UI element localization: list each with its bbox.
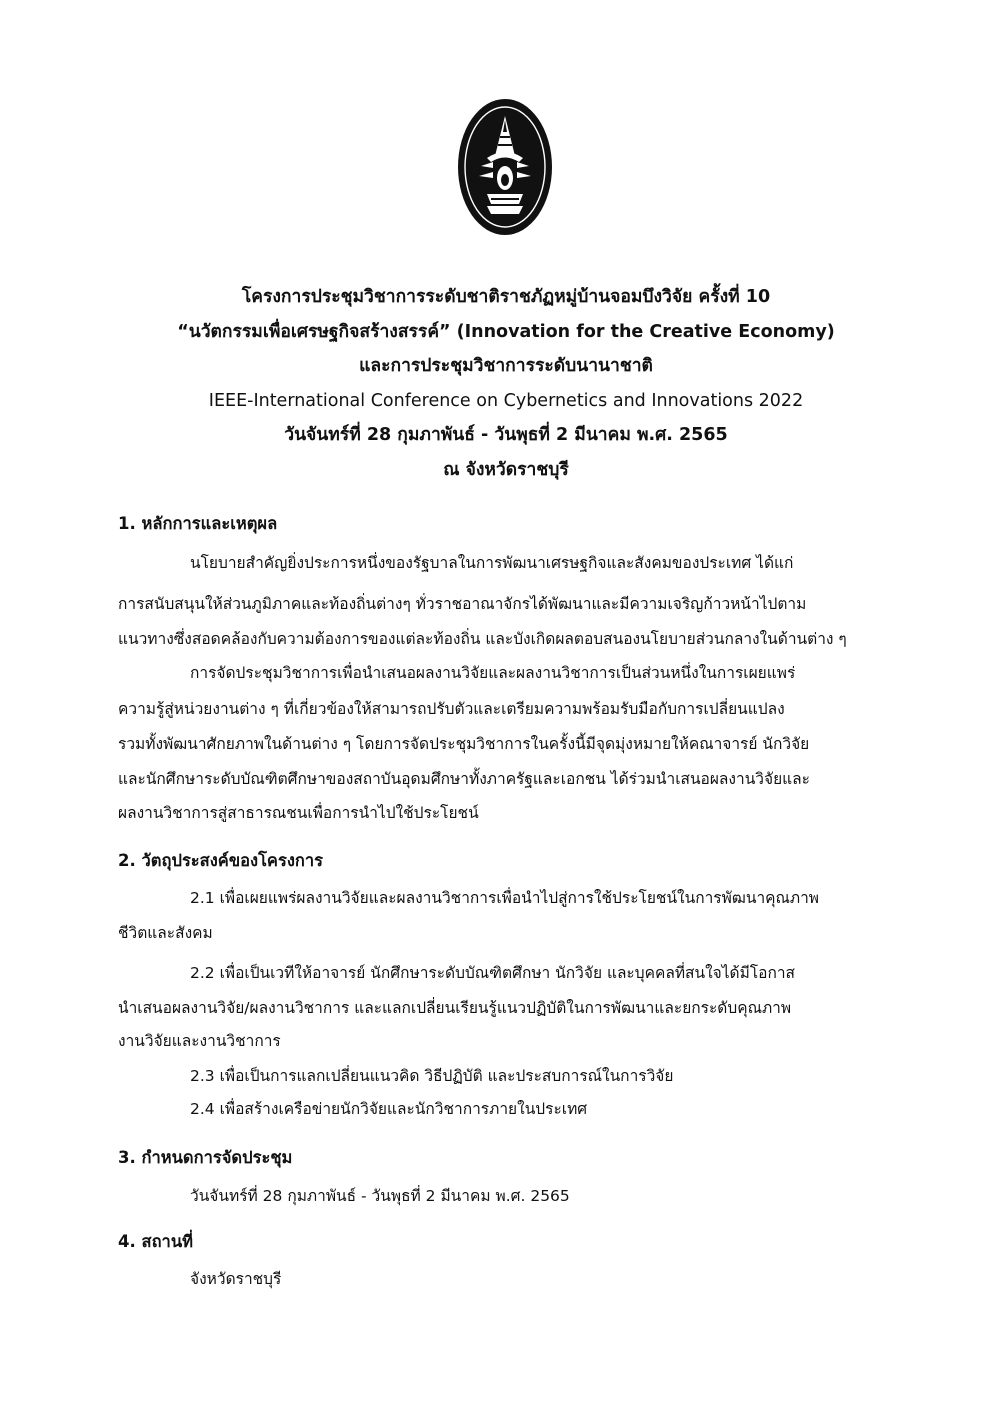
university-seal-icon bbox=[457, 98, 553, 236]
section-1-text: ความรู้สู่หน่วยงานต่าง ๆ ที่เกี่ยวข้องให้สามารถปรับตัวและเตรียมความพร้อมรับมือกับการเปลี่ยนแปลง bbox=[118, 700, 785, 718]
title-line-3: และการประชุมวิชาการระดับนานาชาติ bbox=[359, 356, 653, 376]
section-3-heading: 3. กำหนดการจัดประชุม bbox=[118, 1148, 293, 1167]
objective-item: งานวิจัยและงานวิชาการ bbox=[118, 1032, 281, 1050]
objective-item: 2.3 เพื่อเป็นการแลกเปลี่ยนแนวคิด วิธีปฏิบัติ และประสบการณ์ในการวิจัย bbox=[190, 1067, 674, 1085]
objective-item: 2.4 เพื่อสร้างเครือข่ายนักวิจัยและนักวิชาการภายในประเทศ bbox=[190, 1100, 588, 1118]
section-1-text: ผลงานวิชาการสู่สาธารณชนเพื่อการนำไปใช้ประโยชน์ bbox=[118, 804, 479, 822]
objective-item: ชีวิตและสังคม bbox=[118, 924, 213, 942]
section-1-text: รวมทั้งพัฒนาศักยภาพในด้านต่าง ๆ โดยการจัดประชุมวิชาการในครั้งนี้มีจุดมุ่งหมายให้คณาจารย์ นักวิจัย bbox=[118, 735, 810, 753]
section-1-heading: 1. หลักการและเหตุผล bbox=[118, 514, 278, 533]
title-line-2: “นวัตกรรมเพื่อเศรษฐกิจสร้างสรรค์” (Innovation for the Creative Economy) bbox=[177, 321, 835, 342]
objective-item: นำเสนอผลงานวิจัย/ผลงานวิชาการ และแลกเปลี่ยนเรียนรู้แนวปฏิบัติในการพัฒนาและยกระดับคุณภาพ bbox=[118, 999, 792, 1017]
section-4-heading: 4. สถานที่ bbox=[118, 1232, 193, 1251]
section-1-text: การจัดประชุมวิชาการเพื่อนำเสนอผลงานวิจัยและผลงานวิชาการเป็นส่วนหนึ่งในการเผยแพร่ bbox=[190, 664, 796, 682]
document-title bbox=[100, 280, 912, 487]
section-1-text: และนักศึกษาระดับบัณฑิตศึกษาของสถาบันอุดมศึกษาทั้งภาครัฐและเอกชน ได้ร่วมนำเสนอผลงานวิจัยและ bbox=[118, 770, 810, 788]
objective-item: 2.2 เพื่อเป็นเวทีให้อาจารย์ นักศึกษาระดับบัณฑิตศึกษา นักวิจัย และบุคคลที่สนใจได้มีโอกาส bbox=[190, 964, 796, 982]
section-2-heading: 2. วัตถุประสงค์ของโครงการ bbox=[118, 851, 324, 870]
section-3-text: วันจันทร์ที่ 28 กุมภาพันธ์ - วันพุธที่ 2 มีนาคม พ.ศ. 2565 bbox=[190, 1187, 570, 1205]
title-line-1: โครงการประชุมวิชาการระดับชาติราชภัฏหมู่บ้านจอมบึงวิจัย ครั้งที่ 10 bbox=[241, 287, 771, 307]
section-4-text: จังหวัดราชบุรี bbox=[190, 1270, 282, 1288]
section-1-text: นโยบายสำคัญยิ่งประการหนึ่งของรัฐบาลในการพัฒนาเศรษฐกิจและสังคมของประเทศ ได้แก่ bbox=[190, 554, 794, 572]
section-1-text: แนวทางซึ่งสอดคล้องกับความต้องการของแต่ละท้องถิ่น และบังเกิดผลตอบสนองนโยบายส่วนกลางในด้านต่าง ๆ bbox=[118, 630, 847, 648]
title-line-4: IEEE-International Conference on Cybernetics and Innovations 2022 bbox=[208, 390, 804, 411]
objective-item: 2.1 เพื่อเผยแพร่ผลงานวิจัยและผลงานวิชาการเพื่อนำไปสู่การใช้ประโยชน์ในการพัฒนาคุณภาพ bbox=[190, 889, 820, 907]
title-line-5: วันจันทร์ที่ 28 กุมภาพันธ์ - วันพุธที่ 2 มีนาคม พ.ศ. 2565 bbox=[284, 425, 728, 445]
section-1-text: การสนับสนุนให้ส่วนภูมิภาคและท้องถิ่นต่างๆ ทั่วราชอาณาจักรได้พัฒนาและมีความเจริญก้าวหน้าไปตาม bbox=[118, 595, 807, 613]
title-line-6: ณ จังหวัดราชบุรี bbox=[443, 459, 569, 480]
